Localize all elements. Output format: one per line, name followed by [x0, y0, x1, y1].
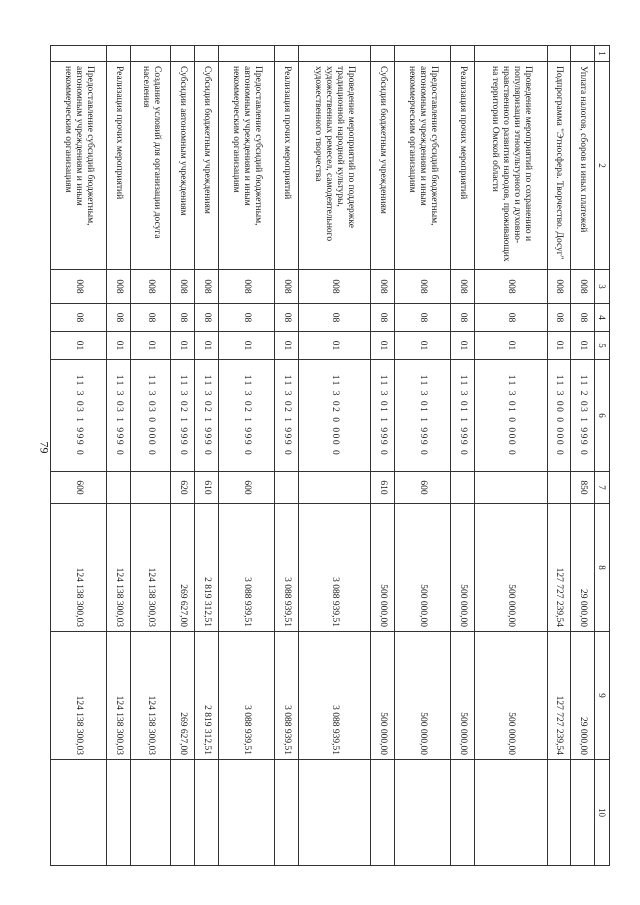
amount-column-9: 29 000,00 — [571, 632, 595, 760]
subsection-code: 01 — [474, 332, 547, 360]
target-article-code: 11 3 02 0 000 0 — [298, 360, 371, 472]
target-article-code: 11 3 02 1 999 0 — [194, 360, 218, 472]
section-code: 08 — [107, 304, 131, 332]
amount-column-9: 3 088 939,51 — [274, 632, 298, 760]
column-10-cell — [274, 760, 298, 866]
table-row — [371, 46, 395, 866]
subsection-code: 01 — [394, 332, 450, 360]
column-number-3: 3 — [595, 270, 610, 304]
amount-column-8: 500 000,00 — [451, 504, 475, 632]
expense-type-code — [474, 472, 547, 504]
page-number: 79 — [37, 441, 52, 454]
column-10-cell — [394, 760, 450, 866]
amount-column-9: 3 088 939,51 — [298, 632, 371, 760]
amount-column-9: 500 000,00 — [371, 632, 395, 760]
section-code: 08 — [194, 304, 218, 332]
table-row — [218, 46, 274, 866]
expense-type-code: 850 — [571, 472, 595, 504]
target-article-code: 11 3 03 1 999 0 — [107, 360, 131, 472]
administrator-code: 008 — [474, 270, 547, 304]
amount-column-8: 3 088 939,51 — [298, 504, 371, 632]
column-10-cell — [194, 760, 218, 866]
section-code: 08 — [451, 304, 475, 332]
table-row — [547, 46, 571, 866]
subsection-code: 01 — [131, 332, 171, 360]
amount-column-8: 3 088 939,51 — [274, 504, 298, 632]
column-1-cell — [298, 46, 371, 62]
column-number-2: 2 — [595, 62, 610, 270]
table-row — [194, 46, 218, 866]
administrator-code: 008 — [274, 270, 298, 304]
column-1-cell — [451, 46, 475, 62]
budget-sheet — [50, 45, 610, 865]
subsection-code: 01 — [51, 332, 107, 360]
target-article-code: 11 3 01 1 999 0 — [451, 360, 475, 472]
amount-column-8: 269 627,00 — [171, 504, 195, 632]
column-10-cell — [371, 760, 395, 866]
expense-name: Субсидии автономным учреждениям — [171, 62, 195, 270]
expense-type-code — [107, 472, 131, 504]
section-code: 08 — [131, 304, 171, 332]
expense-type-code — [547, 472, 571, 504]
subsection-code: 01 — [571, 332, 595, 360]
amount-column-8: 124 138 300,03 — [51, 504, 107, 632]
expense-type-code — [298, 472, 371, 504]
administrator-code: 008 — [451, 270, 475, 304]
column-10-cell — [171, 760, 195, 866]
administrator-code: 008 — [51, 270, 107, 304]
expense-name: Реализация прочих мероприятий — [107, 62, 131, 270]
column-10-cell — [571, 760, 595, 866]
section-code: 08 — [547, 304, 571, 332]
section-code: 08 — [371, 304, 395, 332]
column-1-cell — [394, 46, 450, 62]
target-article-code: 11 3 03 0 000 0 — [131, 360, 171, 472]
subsection-code: 01 — [107, 332, 131, 360]
column-number-8: 8 — [595, 504, 610, 632]
subsection-code: 01 — [171, 332, 195, 360]
section-code: 08 — [474, 304, 547, 332]
expense-name: Проведение мероприятий по поддержке традиционной народной культуры, художественных ремесел, самодеятельного художественного творчества — [298, 62, 371, 270]
expense-type-code — [274, 472, 298, 504]
table-row — [171, 46, 195, 866]
column-1-cell — [51, 46, 107, 62]
column-number-4: 4 — [595, 304, 610, 332]
expense-name: Реализация прочих мероприятий — [451, 62, 475, 270]
table-row — [51, 46, 107, 866]
subsection-code: 01 — [371, 332, 395, 360]
column-1-cell — [171, 46, 195, 62]
column-10-cell — [451, 760, 475, 866]
amount-column-9: 124 138 300,03 — [107, 632, 131, 760]
amount-column-9: 2 819 312,51 — [194, 632, 218, 760]
expense-name: Субсидии бюджетным учреждениям — [194, 62, 218, 270]
column-10-cell — [298, 760, 371, 866]
administrator-code: 008 — [171, 270, 195, 304]
section-code: 08 — [51, 304, 107, 332]
column-10-cell — [131, 760, 171, 866]
column-number-9: 9 — [595, 632, 610, 760]
table-row — [298, 46, 371, 866]
section-code: 08 — [218, 304, 274, 332]
subsection-code: 01 — [194, 332, 218, 360]
target-article-code: 11 3 03 1 999 0 — [51, 360, 107, 472]
column-10-cell — [51, 760, 107, 866]
target-article-code: 11 3 01 1 999 0 — [394, 360, 450, 472]
expense-type-code: 600 — [394, 472, 450, 504]
section-code: 08 — [274, 304, 298, 332]
column-10-cell — [107, 760, 131, 866]
column-1-cell — [371, 46, 395, 62]
administrator-code: 008 — [298, 270, 371, 304]
target-article-code: 11 3 01 0 000 0 — [474, 360, 547, 472]
amount-column-9: 269 627,00 — [171, 632, 195, 760]
expense-name: Предоставление субсидий бюджетным, автономным учреждениям и иным некоммерческим организациям — [51, 62, 107, 270]
section-code: 08 — [171, 304, 195, 332]
administrator-code: 008 — [371, 270, 395, 304]
target-article-code: 11 3 02 1 999 0 — [171, 360, 195, 472]
amount-column-8: 2 819 312,51 — [194, 504, 218, 632]
target-article-code: 11 3 02 1 999 0 — [218, 360, 274, 472]
amount-column-9: 127 727 239,54 — [547, 632, 571, 760]
table-row — [107, 46, 131, 866]
amount-column-9: 124 138 300,03 — [131, 632, 171, 760]
expense-name: Реализация прочих мероприятий — [274, 62, 298, 270]
amount-column-8: 124 138 300,03 — [107, 504, 131, 632]
amount-column-9: 500 000,00 — [451, 632, 475, 760]
subsection-code: 01 — [298, 332, 371, 360]
target-article-code: 11 3 01 1 999 0 — [371, 360, 395, 472]
table-row — [451, 46, 475, 866]
column-10-cell — [218, 760, 274, 866]
amount-column-9: 124 138 300,03 — [51, 632, 107, 760]
column-1-cell — [571, 46, 595, 62]
section-code: 08 — [394, 304, 450, 332]
column-number-row — [595, 46, 610, 866]
expense-type-code — [131, 472, 171, 504]
table-row — [474, 46, 547, 866]
column-1-cell — [547, 46, 571, 62]
expense-name: Подпрограмма "Этносфера. Творчество. Досуг" — [547, 62, 571, 270]
column-number-6: 6 — [595, 360, 610, 472]
amount-column-8: 500 000,00 — [394, 504, 450, 632]
column-number-1: 1 — [595, 46, 610, 62]
subsection-code: 01 — [451, 332, 475, 360]
column-1-cell — [274, 46, 298, 62]
expense-name: Субсидии бюджетным учреждениям — [371, 62, 395, 270]
subsection-code: 01 — [547, 332, 571, 360]
table-row — [571, 46, 595, 866]
table-body — [51, 46, 595, 866]
amount-column-9: 3 088 939,51 — [218, 632, 274, 760]
administrator-code: 008 — [547, 270, 571, 304]
administrator-code: 008 — [194, 270, 218, 304]
column-1-cell — [218, 46, 274, 62]
section-code: 08 — [298, 304, 371, 332]
column-10-cell — [547, 760, 571, 866]
table-row — [274, 46, 298, 866]
expense-name: Предоставление субсидий бюджетным, автономным учреждениям и иным некоммерческим организациям — [394, 62, 450, 270]
amount-column-9: 500 000,00 — [474, 632, 547, 760]
expense-type-code: 620 — [171, 472, 195, 504]
subsection-code: 01 — [274, 332, 298, 360]
target-article-code: 11 3 02 1 999 0 — [274, 360, 298, 472]
expense-name: Проведение мероприятий по сохранению и популяризации этнокультурного и духовно-нравственного развития народов, проживающих на территории Омской области — [474, 62, 547, 270]
administrator-code: 008 — [394, 270, 450, 304]
expense-name: Создание условий для организации досуга населения — [131, 62, 171, 270]
target-article-code: 11 2 03 1 999 0 — [571, 360, 595, 472]
amount-column-8: 500 000,00 — [474, 504, 547, 632]
expense-type-code: 600 — [218, 472, 274, 504]
column-number-5: 5 — [595, 332, 610, 360]
administrator-code: 008 — [107, 270, 131, 304]
administrator-code: 008 — [131, 270, 171, 304]
column-1-cell — [131, 46, 171, 62]
amount-column-8: 29 000,00 — [571, 504, 595, 632]
expense-type-code: 610 — [194, 472, 218, 504]
subsection-code: 01 — [218, 332, 274, 360]
amount-column-8: 500 000,00 — [371, 504, 395, 632]
amount-column-8: 127 727 239,54 — [547, 504, 571, 632]
column-10-cell — [474, 760, 547, 866]
rotated-page — [50, 45, 610, 865]
amount-column-8: 124 138 300,03 — [131, 504, 171, 632]
column-1-cell — [107, 46, 131, 62]
amount-column-9: 500 000,00 — [394, 632, 450, 760]
amount-column-8: 3 088 939,51 — [218, 504, 274, 632]
column-number-7: 7 — [595, 472, 610, 504]
column-number-10: 10 — [595, 760, 610, 866]
expense-type-code: 610 — [371, 472, 395, 504]
column-1-cell — [194, 46, 218, 62]
administrator-code: 008 — [218, 270, 274, 304]
expense-name: Уплата налогов, сборов и иных платежей — [571, 62, 595, 270]
budget-table — [50, 45, 610, 866]
expense-type-code: 600 — [51, 472, 107, 504]
section-code: 08 — [571, 304, 595, 332]
column-1-cell — [474, 46, 547, 62]
expense-name: Предоставление субсидий бюджетным, автономным учреждениям и иным некоммерческим организациям — [218, 62, 274, 270]
target-article-code: 11 3 00 0 000 0 — [547, 360, 571, 472]
table-row — [394, 46, 450, 866]
administrator-code: 008 — [571, 270, 595, 304]
table-row — [131, 46, 171, 866]
expense-type-code — [451, 472, 475, 504]
